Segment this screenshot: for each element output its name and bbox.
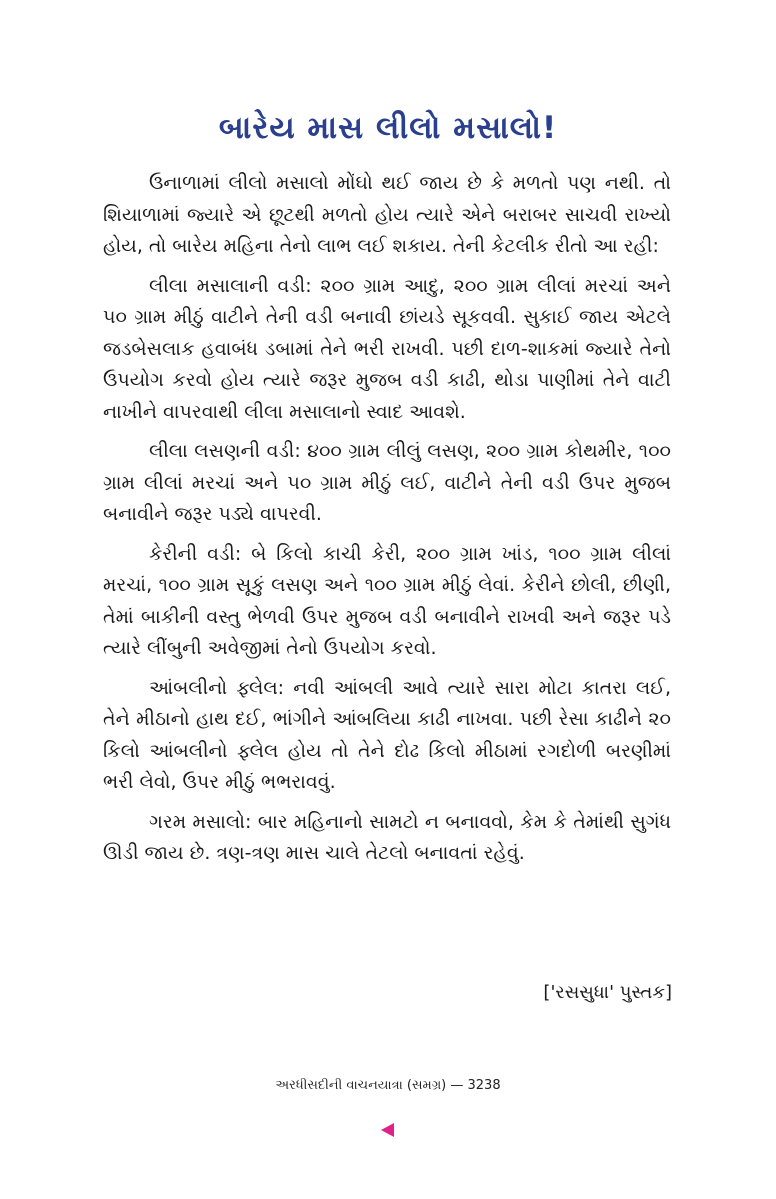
paragraph-tamarind: આંબલીનો ફ્લેલ: નવી આંબલી આવે ત્યારે સારા મોટા કાતરા લઈ, તેને મીઠાનો હાથ દઈ, ભાંગીને આંબલિયા કાઢી નાખવા. પછી રેસા કાઢીને ૨૦ કિલો આંબલીનો ફ્લેલ હોય તો તેને દોઢ કિલો મીઠામાં રગદોળી બરણીમાં ભરી લેવો, ઉપર મીઠું ભભરાવવું. xyxy=(103,676,671,793)
paragraph-mango-vadi: કેરીની વડી: બે કિલો કાચી કેરી, ૨૦૦ ગ્રામ ખાંડ, ૧૦૦ ગ્રામ લીલાં મરચાં, ૧૦૦ ગ્રામ સૂકું લસણ અને ૧૦૦ ગ્રામ મીઠું લેવાં. કેરીને છોલી, છીણી, તેમાં બાકીની વસ્તુ ભેળવી ઉપર મુજબ વડી બનાવીને રાખવી અને જરૂર પડે ત્યારે લીંબુની અવેજીમાં તેનો ઉપયોગ કરવો. xyxy=(103,542,671,659)
prev-page-arrow-icon[interactable] xyxy=(381,1123,394,1137)
paragraph-intro: ઉનાળામાં લીલો મસાલો મોંઘો થઈ જાય છે કે મળતો પણ નથી. તો શિયાળામાં જ્યારે એ છૂટથી મળતો હોય ત્યારે એને બરાબર સાચવી રાખ્યો હોય, તો બારેય મહિના તેનો લાભ લઈ શકાય. તેની કેટલીક રીતો આ રહી: xyxy=(103,172,671,257)
source-citation: ['રસસુધા' પુસ્તક] xyxy=(543,982,672,1003)
paragraph-garam-masala: ગરમ મસાલો: બાર મહિનાનો સામટો ન બનાવવો, કેમ કે તેમાંથી સુગંધ ઊડી જાય છે. ત્રણ-ત્રણ માસ ચાલે તેટલો બનાવતાં રહેવું. xyxy=(103,810,671,864)
paragraph-green-garlic-vadi: લીલા લસણની વડી: ૪૦૦ ગ્રામ લીલું લસણ, ૨૦૦ ગ્રામ કોથમીર, ૧૦૦ ગ્રામ લીલાં મરચાં અને ૫૦ ગ્રામ મીઠું લઈ, વાટીને તેની વડી ઉપર મુજબ બનાવીને જરૂર પડ્યે વાપરવી. xyxy=(103,440,671,525)
page-footer: અરધીસદીની વાચનયાત્રા (સમગ્ર) — 3238 xyxy=(275,1078,501,1093)
paragraph-green-masala-vadi: લીલા મસાલાની વડી: ૨૦૦ ગ્રામ આદુ, ૨૦૦ ગ્રામ લીલાં મરચાં અને ૫૦ ગ્રામ મીઠું વાટીને તેની વડી બનાવી છાંયડે સૂકવવી. સુકાઈ જાય એટલે જડબેસલાક હવાબંધ ડબામાં તેને ભરી રાખવી. પછી દાળ-શાકમાં જ્યારે તેનો ઉપયોગ કરવો હોય ત્યારે જરૂર મુજબ વડી કાઢી, થોડા પાણીમાં તેને વાટી નાખીને વાપરવાથી લીલા મસાલાનો સ્વાદ આવશે. xyxy=(103,274,671,423)
page-title: બારેય માસ લીલો મસાલો! xyxy=(218,110,558,146)
article-body xyxy=(103,168,671,878)
